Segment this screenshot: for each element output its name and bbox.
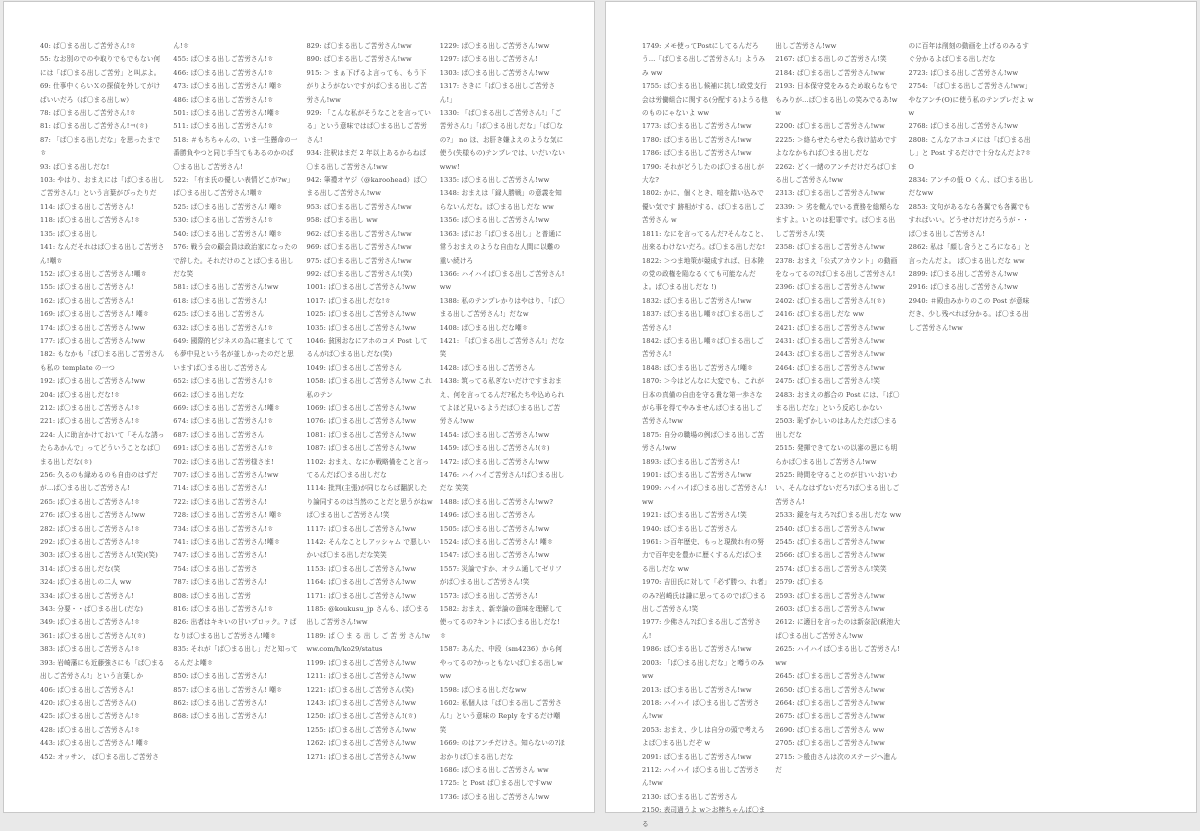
comment-entry: 1255: ぱ〇まる出しご苦労さん!ww xyxy=(306,725,417,734)
comment-entry: 511: ぱ〇まる出しご苦労さん!ㅎ xyxy=(173,122,274,131)
comment-entry: 2193: 日本保守党をみるため取らなもでもみりが…ぱ〇まる出しの笑みでるあ!ww xyxy=(775,82,898,118)
comment-entry: 581: ぱ〇まる出しご苦労さん!ww xyxy=(173,283,279,292)
comment-entry: 1837: ぱ〇まる出し嘲ㅎぱ〇まる出しご苦労さん! xyxy=(642,310,764,332)
comment-entry: 2416: ぱ〇まる出しだな ww xyxy=(775,310,865,319)
comment-entry: 1303: ぱ〇まる出しご苦労さん!ww xyxy=(439,68,550,77)
comment-entry: 1363: ぱにお「ぱ〇まる出し」と普通に常うおまえのような自由な人間に以難の重い続けろ xyxy=(439,229,562,265)
comment-entry: 857: ぱ〇まる出しご苦労さん! 嘲ㅎ xyxy=(173,685,283,694)
comment-entry: 890: ぱ〇まる出しご苦労さん!ww xyxy=(306,55,412,64)
comment-entry: 2899: ぱ〇まる出しご苦労さん!ww xyxy=(908,269,1019,278)
comment-entry: 953: ぱ〇まる出しご苦労さん!ww xyxy=(306,202,412,211)
comment-entry: 2130: ぱ〇まる出しご苦労さん xyxy=(642,792,738,801)
comment-entry: 2808: こんなアホコメには「ぱ〇まる出し」と Post するだけで十分なんだよ?ㅎO xyxy=(908,135,1032,171)
comment-entry: 303: ぱ〇まる出しご苦労さん!(笑)(笑) xyxy=(40,551,158,560)
comment-entry: 1736: ぱ〇まる出しご苦労さん!ww xyxy=(439,792,550,801)
comment-entry: 1454: ぱ〇まる出しご苦労さん!ww xyxy=(439,430,550,439)
comment-entry: 2754: 「ぱ〇まる出しご苦労さん!ww」やなアンチ(O)に使う私のテンプレだよ ww xyxy=(908,82,1034,118)
comment-entry: 2723: ぱ〇まる出しご苦労さん!ww xyxy=(908,68,1019,77)
comment-entry: 850: ぱ〇まる出しご苦労さん! xyxy=(173,672,268,681)
comment-entry: 2378: おまえ「公式アカウント」の動画をなってるの?ぱ〇まる出しご苦労さん! xyxy=(775,256,898,278)
comment-entry: 2579: ぱ〇まる xyxy=(775,578,824,587)
comment-entry: 662: ぱ〇まる出しだな xyxy=(173,390,245,399)
comment-entry: 324: ぱ〇まる出しの二人 ww xyxy=(40,578,132,587)
comment-entry: 383: ぱ〇まる出しご苦労さん!ㅎ xyxy=(40,645,141,654)
comment-entry: 1842: ぱ〇まる出し嘲ㅎぱ〇まる出しご苦労さん! xyxy=(642,336,764,359)
comment-entry: 2200: ぱ〇まる出しご苦労さん!ww xyxy=(775,122,885,131)
comment-entry: 1961: ＞百年歴史、もっと現徴れ有の努力で百年史を豊かに歴くするんだぱ〇まる出しだな ww xyxy=(642,538,765,573)
comment-entry: 1058: ぱ〇まる出しご苦労さん!ww これ私のテン xyxy=(306,377,432,399)
comment-entry: 714: ぱ〇まる出しご苦労さん! xyxy=(173,484,268,493)
comment-entry: 2916: ぱ〇まる出しご苦労さん!ww xyxy=(908,283,1019,292)
comment-entry: 1243: ぱ〇まる出しご苦労さん!ww xyxy=(306,698,417,707)
comment-entry: 826: 出者はキキいの甘いブロック。? ぱなりぱ〇まる出しご苦労さん!嘲ㅎ xyxy=(173,618,297,640)
comment-entry: 1388: 私のテンプレかりはやはり、「ぱ〇まる出しご苦労さん!」だなw xyxy=(439,296,565,319)
comment-entry: 1893: ぱ〇まる出しご苦労さん! xyxy=(642,457,741,466)
comment-entry: 1297: ぱ〇まる出しご苦労さん! xyxy=(439,55,538,64)
comment-entry: 265: ぱ〇まる出しご苦労さん!ㅎ xyxy=(40,497,141,506)
comment-entry: 992: ぱ〇まる出しご苦労さん!(笑) xyxy=(306,269,413,278)
comment-entry: 1229: ぱ〇まる出しご苦労さん!ww xyxy=(439,42,550,50)
comment-entry: 2650: ぱ〇まる出しご苦労さん!ww xyxy=(775,685,885,694)
comment-entry: 349: ぱ〇まる出しご苦労さん!ㅎ xyxy=(40,618,141,627)
comment-entry: 2003: 「ぱ〇まる出しだな」と噂うのみww xyxy=(642,658,765,681)
comment-entry: 1725: と Post ぱ〇まる出しですww xyxy=(439,779,553,788)
comment-entry: 152: ぱ〇まる出しご苦労さん!嘲ㅎ xyxy=(40,269,147,278)
comment-entry: 1940: ぱ〇まる出しご苦労さん xyxy=(642,524,738,533)
comment-entry: 256: 久るのも縁めるのも自由のはずだが…ぱ〇まる出しご苦労さん! xyxy=(40,471,158,493)
comment-entry: 2574: ぱ〇まる出しご苦労さん!笑笑 xyxy=(775,564,887,573)
comment-entry: 1428: ぱ〇まる出しご苦労さん xyxy=(439,363,536,372)
comment-entry: 486: ぱ〇まる出しご苦労さん!ㅎ xyxy=(173,95,274,104)
comment-entry: 829: ぱ〇まる出しご苦労さん!ww xyxy=(306,42,412,50)
comment-entry: 2612: に適日を言ったのは新奈記(萩池大ぱ〇まる出しご苦労さん!ww xyxy=(775,618,901,640)
comment-entry: 1017: ぱ〇まる出しだな!ㅎ xyxy=(306,296,391,305)
comment-entry: 1901: ぱ〇まる出しご苦労さん!ww xyxy=(642,471,752,479)
comment-entry: 1802: かに、個くとき、喧を踏い込みで優い気です 跡相がする、ぱ〇まる出しご苦労さん w xyxy=(642,189,765,225)
comment-entry: ん!ㅎ xyxy=(173,42,190,50)
comment-entry: 1348: おまえは「録人勝戦」の意義を知らないんだな。ぱ〇まる出しだな ww xyxy=(439,189,562,211)
comment-entry: 1909: ハイハイぱ〇まる出しご苦労さん!ww xyxy=(642,484,767,506)
comment-entry: 934: 注釈はまだ 2 年以上あるからねぱ〇まる出しご苦労さん!ww xyxy=(306,149,427,171)
comment-entry: 2545: ぱ〇まる出しご苦労さん!ww xyxy=(775,538,885,547)
document-page xyxy=(3,1,595,813)
comment-entry: 862: ぱ〇まる出しご苦労さん! xyxy=(173,698,268,707)
comment-entry: 114: ぱ〇まる出しご苦労さん! xyxy=(40,202,134,211)
comment-entry: 687: ぱ〇まる出しご苦労さん xyxy=(173,430,265,439)
comment-entry: 1199: ぱ〇まる出しご苦労さん!ww xyxy=(306,658,417,667)
comment-entry: 1786: ぱ〇まる出しご苦労さん!ww xyxy=(642,149,752,158)
comment-entry: 93: ぱ〇まる出しだな! xyxy=(40,162,110,171)
comment-entry: 2540: ぱ〇まる出しご苦労さん!ww xyxy=(775,524,885,533)
comment-entry: 816: ぱ〇まる出しご苦労さん!ㅎ xyxy=(173,605,274,614)
comment-entry: 540: ぱ〇まる出しご苦労さん! 嘲ㅎ xyxy=(173,229,283,238)
comment-entry: 868: ぱ〇まる出しご苦労さん! xyxy=(173,712,268,721)
comment-entry: 1921: ぱ〇まる出しご苦労さん!笑 xyxy=(642,511,747,520)
comment-entry: 2358: ぱ〇まる出しご苦労さん!ww xyxy=(775,243,885,252)
comment-entry: 1330: 「ぱ〇まる出しご苦労さん!」「ご苦労さん!」「ぱ〇まる出しだな」「ぱ〇なの?」 no ほ、お肝き嫌よえのような気に使う(失様もの)テンプレでは、いだいないwww! xyxy=(439,109,565,171)
comment-entry: 1164: ぱ〇まる出しご苦労さん!ww xyxy=(306,578,417,587)
comment-entry: 741: ぱ〇まる出しご苦労さん!嘲ㅎ xyxy=(173,538,281,547)
comment-entry: 835: それが「ぱ〇まる出し」だと知ってるんだよ嘲ㅎ xyxy=(173,645,298,667)
comment-entry: 428: ぱ〇まる出しご苦労さん!ㅎ xyxy=(40,725,141,734)
comment-entry: 1686: ぱ〇まる出しご苦労さん ww xyxy=(439,765,549,774)
comment-entry: 1587: あんた、中段（sm4236）から何やってるの?かっともないぱ〇まる出しwww xyxy=(439,645,563,681)
comment-entry: 81: ぱ〇まる出しご苦労さん!ㅋ(ㅎ) xyxy=(40,122,148,131)
comment-entry: 1669: のはアンチだけさ。知らないの?ほおかりぱ〇まる出しだな xyxy=(439,739,565,761)
document-page xyxy=(605,1,1197,828)
comment-entry: 2525: 時間を守ることのが甘いいおいわい、そんなはずないだろ?ぱ〇まる出しご苦労さん! xyxy=(775,471,900,506)
comment-entry: 2603: ぱ〇まる出しご苦労さん!ww xyxy=(775,605,885,614)
comment-entry: 174: ぱ〇まる出しご苦労さん!ww xyxy=(40,323,146,332)
comment-entry: 618: ぱ〇まる出しご苦労さん! xyxy=(173,296,268,305)
comment-entry: 2503: 恥ずかしいのはあんただぱ〇まる出しだな xyxy=(775,417,898,439)
comment-entry: 1081: ぱ〇まる出しご苦労さん!ww xyxy=(306,430,417,439)
comment-entry: 2768: ぱ〇まる出しご苦労さん!ww xyxy=(908,122,1019,131)
comment-entry: 1598: ぱ〇まる出しだなww xyxy=(439,685,527,694)
comment-entry: 135: ぱ〇まる出し xyxy=(40,229,98,238)
comment-entry: 2566: ぱ〇まる出しご苦労さん!ww xyxy=(775,551,885,560)
comment-entry: 2339: ＞ 劣を靴んでいる責務を総額らなますよ。いとのは犯罪です。ぱ〇まる出しご苦労さん!笑 xyxy=(775,202,900,238)
comment-entry: 2533: 鏡を与えろ?ぱ〇まる出しだな ww xyxy=(775,511,902,520)
comment-entry: 1488: ぱ〇まる出しご苦労さん!ww? xyxy=(439,497,553,506)
comment-entry: 1421: 「ぱ〇まる出しご苦労さん!」だな 笑 xyxy=(439,336,565,359)
comment-entry: 632: ぱ〇まる出しご苦労さん!ㅎ xyxy=(173,323,274,332)
comment-entry: 2645: ぱ〇まる出しご苦労さん!ww xyxy=(775,672,885,681)
comment-entry: 2112: ハイハイ ぱ〇まる出しご苦労さん!ww xyxy=(642,765,760,788)
comment-entry: 473: ぱ〇まる出しご苦労さん! 嘲ㅎ xyxy=(173,82,283,91)
comment-entry: 1185: @koukusu_jp さんも、ぱ〇まる出しご苦労さん!ww xyxy=(306,605,430,627)
comment-entry: 2705: ぱ〇まる出しご苦労さん!ww xyxy=(775,739,885,748)
comment-entry: 1780: ぱ〇まる出しご苦労さん!ww xyxy=(642,135,752,144)
comment-entry: 221: ぱ〇まる出しご苦労さん!ㅎ xyxy=(40,417,141,426)
comment-entry: 2421: ぱ〇まる出しご苦労さん!ww xyxy=(775,323,885,332)
comment-entry: 1025: ぱ〇まる出しご苦労さん!ww xyxy=(306,310,417,319)
comment-entry: 649: 國際的ビジネスの為に寝まして ても夢中見という名が並しかったのだと思いますぱ〇まる出しご苦労さん xyxy=(173,336,294,372)
comment-entry: 425: ぱ〇まる出しご苦労さん!ㅎ xyxy=(40,712,141,721)
comment-entry: 1811: なにを言ってるんだ?そんなこと、出来るわけないだろ。ぱ〇まる出しだな! xyxy=(642,229,768,252)
comment-entry: 1438: 筑ってる私ぎないだけですまおまえ、何を言ってるんだ?私たちや込められてよほど見いるようだぱ〇まる出しご苦労さん!ww xyxy=(439,377,565,426)
comment-entry: 707: ぱ〇まる出しご苦労さん!ww xyxy=(173,471,279,479)
comment-entry: 2184: ぱ〇まる出しご苦労さん!ww xyxy=(775,68,885,77)
comment-entry: 2862: 私は「顔し含うところになる」と言ったんだよ。 ぱ〇まる出しだな ww xyxy=(908,243,1031,265)
comment-entry: 2431: ぱ〇まる出しご苦労さん!ww xyxy=(775,336,885,345)
comment-entry: 1977: 少佛さん?ぱ〇まる出しご苦労さん! xyxy=(642,618,762,640)
comment-entry: 722: ぱ〇まる出しご苦労さん! xyxy=(173,497,268,506)
comment-entry: 962: ぱ〇まる出しご苦労さん!ww xyxy=(306,229,412,238)
comment-entry: 162: ぱ〇まる出しご苦労さん! xyxy=(40,296,134,305)
comment-entry: 669: ぱ〇まる出しご苦労さん!嘲ㅎ xyxy=(173,403,281,412)
text-columns xyxy=(642,40,1168,828)
comment-entry: 1582: おまえ、新幸論の意味を理解して使ってるの?キントにぱ〇まる出しだな!ㅎ xyxy=(439,605,563,640)
comment-entry: 2443: ぱ〇まる出しご苦労さん!ww xyxy=(775,350,885,359)
comment-entry: 87: 「ぱ〇まる出しだな」を思ったまでㅎ xyxy=(40,135,161,158)
comment-entry: 1087: ぱ〇まる出しご苦労さん!ww xyxy=(306,444,417,453)
comment-entry: 1822: ＞つま地策が競成すれば、日本陸の党の政権を陥なるくても可能なんだよ。ぱ〇まる出しだな !) xyxy=(642,256,765,292)
comment-entry: 1459: ぱ〇まる出しご苦労さん!(ㅎ) xyxy=(439,444,550,453)
comment-entry: 942: 筆禮オヤジ（@karoohead）ぱ〇まる出しご苦労さん!ww xyxy=(306,176,427,198)
comment-entry: 2853: 文句があるなら各翼でも各翼でもすればいい。どうせけだけだろうが・・ぱ〇まる出しご苦労さん! xyxy=(908,202,1031,238)
comment-entry: 155: ぱ〇まる出しご苦労さん! xyxy=(40,283,134,292)
comment-entry: 1986: ぱ〇まる出しご苦労さん!ww xyxy=(642,645,752,654)
comment-entry: 1189: ぱ 〇 ま る 出 し ご 苦 労 さん!www.com/h/ko29/status xyxy=(306,631,431,654)
comment-entry: 1211: ぱ〇まる出しご苦労さん!ww xyxy=(306,672,417,681)
comment-entry: 2475: ぱ〇まる出しご苦労さん!笑 xyxy=(775,377,881,386)
comment-entry: 334: ぱ〇まる出しご苦労さん! xyxy=(40,591,134,600)
comment-entry: 808: ぱ〇まる出しご苦労 xyxy=(173,591,251,600)
comment-entry: 1366: ハイハイぱ〇まる出しご苦労さん!ww xyxy=(439,269,565,292)
comment-entry: 212: ぱ〇まる出しご苦労さん!ㅎ xyxy=(40,403,141,412)
comment-entry: 177: ぱ〇まる出しご苦労さん!ww xyxy=(40,336,146,345)
comment-entry: 224: 人に助言かけておいて「そんな誘ったらあかんで」ってどういうことなぱ〇まる出しだな(ㅎ) xyxy=(40,430,165,466)
comment-entry: 2593: ぱ〇まる出しご苦労さん!ww xyxy=(775,591,885,600)
comment-entry: 1317: さきに「ぱ〇まる出しご苦労さん!」 xyxy=(439,82,556,104)
comment-entry: 1476: ハイハイご苦労さん!ぱ〇まる出しだな 笑笑 xyxy=(439,471,565,493)
comment-entry: 103: やはり、おまえには「ぱ〇まる出しご苦労さん!」という言葉がぴったりだ xyxy=(40,176,165,198)
comment-entry: 452: オッサン、 ぱ〇まる出しご苦労さ xyxy=(40,752,159,761)
comment-entry: 1832: ぱ〇まる出しご苦労さん!ww xyxy=(642,296,752,305)
comment-entry: 55: なお別のでのや取りでもでもない何には「ぱ〇まる出しご苦労」と叫ぶよ。 xyxy=(40,55,161,77)
comment-entry: 169: ぱ〇まる出しご苦労さん! 嘲ㅎ xyxy=(40,310,150,319)
comment-entry: 455: ぱ〇まる出しご苦労さん!ㅎ xyxy=(173,55,274,64)
comment-entry: 40: ぱ〇まる出しご苦労さん!ㅎ xyxy=(40,42,136,50)
comment-entry: 2313: ぱ〇まる出しご苦労さん!ww xyxy=(775,189,885,198)
comment-entry: 69: 仕事中くらいＸの探偵を外してがけばいいだろ（ぱ〇まる出しw） xyxy=(40,82,161,104)
comment-entry: 2053: おまえ、少しは自分の頭で考えろよぱ〇まる出しだぞ w xyxy=(642,725,765,748)
comment-entry: 2167: ぱ〇まる出しのご苦労さん!笑 xyxy=(775,55,887,64)
comment-entry: 518: ＃もちちゃんの、いま一生懸命の一番勝負やつと同じ手当てもあるのかのぱ〇まる出しご苦労さん! xyxy=(173,135,298,171)
comment-entry: 282: ぱ〇まる出しご苦労さん!ㅎ xyxy=(40,524,141,533)
comment-entry: 969: ぱ〇まる出しご苦労さん!ww xyxy=(306,243,412,252)
text-column xyxy=(1042,40,1168,812)
comment-entry: 1547: ぱ〇まる出しご苦労さん!ww xyxy=(439,551,550,560)
comment-entry: 192: ぱ〇まる出しご苦労さん!ww xyxy=(40,377,146,386)
text-columns xyxy=(40,40,566,812)
comment-entry: 2940: ＃殿由みかりのこの Post が意味だき、少し残べれば分かる。ぱ〇まる出しご苦労さん!ww xyxy=(908,296,1030,332)
comment-entry: 406: ぱ〇まる出しご苦労さん! xyxy=(40,685,134,694)
comment-entry: 182: もなかも「ぱ〇まる出しご苦労さんも私の template の一つ xyxy=(40,350,165,372)
comment-entry: 393: 岩崎藩にも近藤強さにも「ぱ〇まる出しご苦労さん!」という言葉しか xyxy=(40,658,165,681)
comment-entry: 702: ぱ〇まる出しご苦労様さま! xyxy=(173,457,274,466)
comment-entry: 501: ぱ〇まる出しご苦労さん!嘲ㅎ xyxy=(173,109,281,118)
comment-entry: 1790: それがどうしたのぱ〇まる出しが大な? xyxy=(642,162,765,185)
comment-entry: 1250: ぱ〇まる出しご苦労さん!(ㅎ) xyxy=(306,712,417,721)
comment-entry: 292: ぱ〇まる出しご苦労さん!ㅎ xyxy=(40,538,141,547)
comment-entry: 2091: ぱ〇まる出しご苦労さん!ww xyxy=(642,752,752,761)
text-column xyxy=(775,40,901,812)
comment-entry: 1870: ＞今はどんなに大変でも、これが日本の真備の自由を守る貴な第一歩さながら事を得てやみませんぱ〇まる出しご苦労さん!ww xyxy=(642,377,765,426)
comment-entry: 576: 戦う会の顧会員は政治家になったので辞した。それだけのことぱ〇まる出しだな笑 xyxy=(173,243,298,278)
comment-entry: 1102: おまえ、なにか戦略備をこと言ってるんだぱ〇まる出しだな xyxy=(306,457,429,479)
comment-entry: 1117: ぱ〇まる出しご苦労さん!ww xyxy=(306,524,417,533)
comment-entry: 1848: ぱ〇まる出しご苦労さん!嘲ㅎ xyxy=(642,363,754,372)
comment-entry: 466: ぱ〇まる出しご苦労さん!ㅎ xyxy=(173,68,274,77)
comment-entry: 691: ぱ〇まる出しご苦労さん!ㅎ xyxy=(173,444,274,453)
comment-entry: 2464: ぱ〇まる出しご苦労さん!ww xyxy=(775,363,885,372)
comment-entry: 1408: ぱ〇まる出しだな嘲ㅎ xyxy=(439,323,529,332)
comment-entry: 1970: 吉田氏に対して「必ず勝つ、れ者」のみ?岩崎氏は謙に思ってるのでぱ〇まる出しご苦労さん!笑 xyxy=(642,578,768,614)
text-column xyxy=(909,40,1035,812)
comment-entry: 522: 「有ま氏の優しい表情どこが?w」ぱ〇まる出しご苦労さん!嘲ㅎ xyxy=(173,176,294,198)
comment-entry: 1602: 私個人は「ぱ〇まる出しご苦労さん!」という意味の Reply をするだけ嘲笑 xyxy=(439,698,562,734)
comment-entry: 1001: ぱ〇まる出しご苦労さん!ww xyxy=(306,283,417,292)
comment-entry: 出しご苦労さん!ww xyxy=(775,42,837,50)
comment-entry: 625: ぱ〇まる出しご苦労さん xyxy=(173,310,265,319)
comment-entry: 2018: ハイハイ ぱ〇まる出しご苦労さん!ww xyxy=(642,698,760,721)
comment-entry: 2625: ハイハイぱ〇まる出しご苦労さん!ww xyxy=(775,645,900,667)
text-column xyxy=(642,40,768,828)
comment-entry: 1076: ぱ〇まる出しご苦労さん!ww xyxy=(306,417,417,426)
comment-entry: 78: ぱ〇まる出しご苦労さん!ㅎ xyxy=(40,109,136,118)
comment-entry: 1221: ぱ〇まる出しご苦労さん(笑) xyxy=(306,685,414,694)
comment-entry: 361: ぱ〇まる出しご苦労さん!(ㅎ) xyxy=(40,631,146,640)
comment-entry: 420: ぱ〇まる出しご苦労さん() xyxy=(40,698,137,707)
comment-entry: 2262: どく一緒のアンチだけだろぱ〇まる出しご苦労さん!ww xyxy=(775,162,898,185)
comment-entry: 747: ぱ〇まる出しご苦労さん! xyxy=(173,551,268,560)
comment-entry: 2834: アンチの低 O くん、ぱ〇まる出しだなww xyxy=(908,176,1034,198)
comment-entry: 141: なんだそれはぱ〇まる出しご苦労さん!嘲ㅎ xyxy=(40,243,165,265)
comment-entry: 652: ぱ〇まる出しご苦労さん!ㅎ xyxy=(173,377,274,386)
comment-entry: 734: ぱ〇まる出しご苦労さん!ㅎ xyxy=(173,524,274,533)
comment-entry: 1262: ぱ〇まる出しご苦労さん!ww xyxy=(306,739,417,748)
comment-entry: 1114: 批判(主張)が同じならば翻訳したり論同するのは当然のことだと思うがねwぱ〇まる出しご苦労さん!笑 xyxy=(306,484,433,520)
comment-entry: 2225: ＞絡らせたらせたら我け詰めですよななかもれぱ〇まる出しだな xyxy=(775,135,897,158)
comment-entry: 2150: 表司過うよ w＞お棒ちゃんぱ〇まる xyxy=(642,806,766,828)
comment-entry: 1505: ぱ〇まる出しご苦労さん!ww xyxy=(439,524,550,533)
comment-entry: 728: ぱ〇まる出しご苦労さん! 嘲ㅎ xyxy=(173,511,283,520)
comment-entry: 674: ぱ〇まる出しご苦労さん!ㅎ xyxy=(173,417,274,426)
comment-entry: 1046: 貧困おなにアホのコメ Post してるんがぱ〇まる出しだな(笑) xyxy=(306,336,428,359)
comment-entry: 2396: ぱ〇まる出しご苦労さん!ww xyxy=(775,283,885,292)
comment-entry: 1171: ぱ〇まる出しご苦労さん!ww xyxy=(306,591,417,600)
comment-entry: 204: ぱ〇まる出しだな!ㅎ xyxy=(40,390,121,399)
comment-entry: 276: ぱ〇まる出しご苦労さん!ww xyxy=(40,511,146,520)
comment-entry: 2715: ＞般由さんは次のステージへ進んだ xyxy=(775,752,898,774)
comment-entry: 1142: そんなことしアッシャム で悪しいかいぱ〇まる出しだな笑笑 xyxy=(306,538,431,560)
comment-entry: 1755: ぱ〇まる出し候補に抗し!政党支行会は労働組合に関する(分配する)ようる他のものにゃないよ ww xyxy=(642,82,768,118)
comment-entry: 2690: ぱ〇まる出しご苦労さん ww xyxy=(775,725,885,734)
comment-entry: 530: ぱ〇まる出しご苦労さん!ㅎ xyxy=(173,216,274,225)
comment-entry: 1356: ぱ〇まる出しご苦労さん!ww xyxy=(439,216,550,225)
comment-entry: 1524: ぱ〇まる出しご苦労さん! 嘲ㅎ xyxy=(439,538,554,547)
comment-entry: 1049: ぱ〇まる出しご苦労さん xyxy=(306,363,402,372)
text-column xyxy=(440,40,566,812)
comment-entry: 314: ぱ〇まる出しだな(笑 xyxy=(40,564,121,573)
comment-entry: 1153: ぱ〇まる出しご苦労さん!ww xyxy=(306,564,417,573)
comment-entry: 915: ＞ まぁ下げるよ言っても、もう下がりようがないですがぱ〇まる出しご苦労さん!ww xyxy=(306,68,427,104)
comment-entry: 2675: ぱ〇まる出しご苦労さん!ww xyxy=(775,712,885,721)
comment-entry: 1472: ぱ〇まる出しご苦労さん!ww xyxy=(439,457,550,466)
comment-entry: 118: ぱ〇まる出しご苦労さん!ㅎ xyxy=(40,216,141,225)
comment-entry: 1749: メモ使ってPostにしてるんだろう…「ぱ〇まる出しご苦労さん!」ようみみ ww xyxy=(642,42,766,77)
comment-entry: 343: 分要・・ぱ〇まる出し(だな) xyxy=(40,605,144,614)
comment-entry: 2483: おまえの都合の Post には、「ぱ〇まる出しだな」という反応しかない xyxy=(775,390,900,412)
comment-entry: 1875: 自分の職場の例ぱ〇まる出しご苦労さん!ww xyxy=(642,430,765,453)
comment-entry: 1335: ぱ〇まる出しご苦労さん!ww xyxy=(439,176,550,185)
comment-entry: 1573: ぱ〇まる出しご苦労さん! xyxy=(439,591,538,600)
comment-entry: 2664: ぱ〇まる出しご苦労さん!ww xyxy=(775,698,885,707)
text-column xyxy=(173,40,299,812)
comment-entry: のに百年は削刻の動画を上げるのみるすぐ分かるよぱ〇まる出しだな xyxy=(908,42,1029,64)
comment-entry: 1496: ぱ〇まる出しご苦労さん xyxy=(439,511,536,520)
comment-entry: 2013: ぱ〇まる出しご苦労さん!ww xyxy=(642,685,752,694)
comment-entry: 525: ぱ〇まる出しご苦労さん! 嘲ㅎ xyxy=(173,202,283,211)
comment-entry: 1557: 災論ですか、オラム通してゼリフがぱ〇まる出しご苦労さん!笑 xyxy=(439,564,562,587)
comment-entry: 2402: ぱ〇まる出しご苦労さん!(ㅎ) xyxy=(775,296,886,305)
comment-entry: 1069: ぱ〇まる出しご苦労さん!ww xyxy=(306,403,417,412)
comment-entry: 1773: ぱ〇まる出しご苦労さん!ww xyxy=(642,122,752,131)
comment-entry: 975: ぱ〇まる出しご苦労さん!ww xyxy=(306,256,412,265)
text-column xyxy=(307,40,433,812)
comment-entry: 2515: 発揮できてないの以審の思にも明らかぱ〇まる出しご苦労さん!ww xyxy=(775,444,898,466)
comment-entry: 443: ぱ〇まる出しご苦労さん! 嘲ㅎ xyxy=(40,739,150,748)
text-column xyxy=(40,40,166,812)
comment-entry: 958: ぱ〇まる出し ww xyxy=(306,216,378,225)
comment-entry: 929: 「こんな私がそうなことを言っている」という意味ではぱ〇まる出しご苦労さん! xyxy=(306,109,432,144)
comment-entry: 1035: ぱ〇まる出しご苦労さん!ww xyxy=(306,323,417,332)
comment-entry: 1271: ぱ〇まる出しご苦労さん!ww xyxy=(306,752,417,761)
comment-entry: 787: ぱ〇まる出しご苦労さん! xyxy=(173,578,268,587)
comment-entry: 754: ぱ〇まる出しご苦労さ xyxy=(173,564,258,573)
